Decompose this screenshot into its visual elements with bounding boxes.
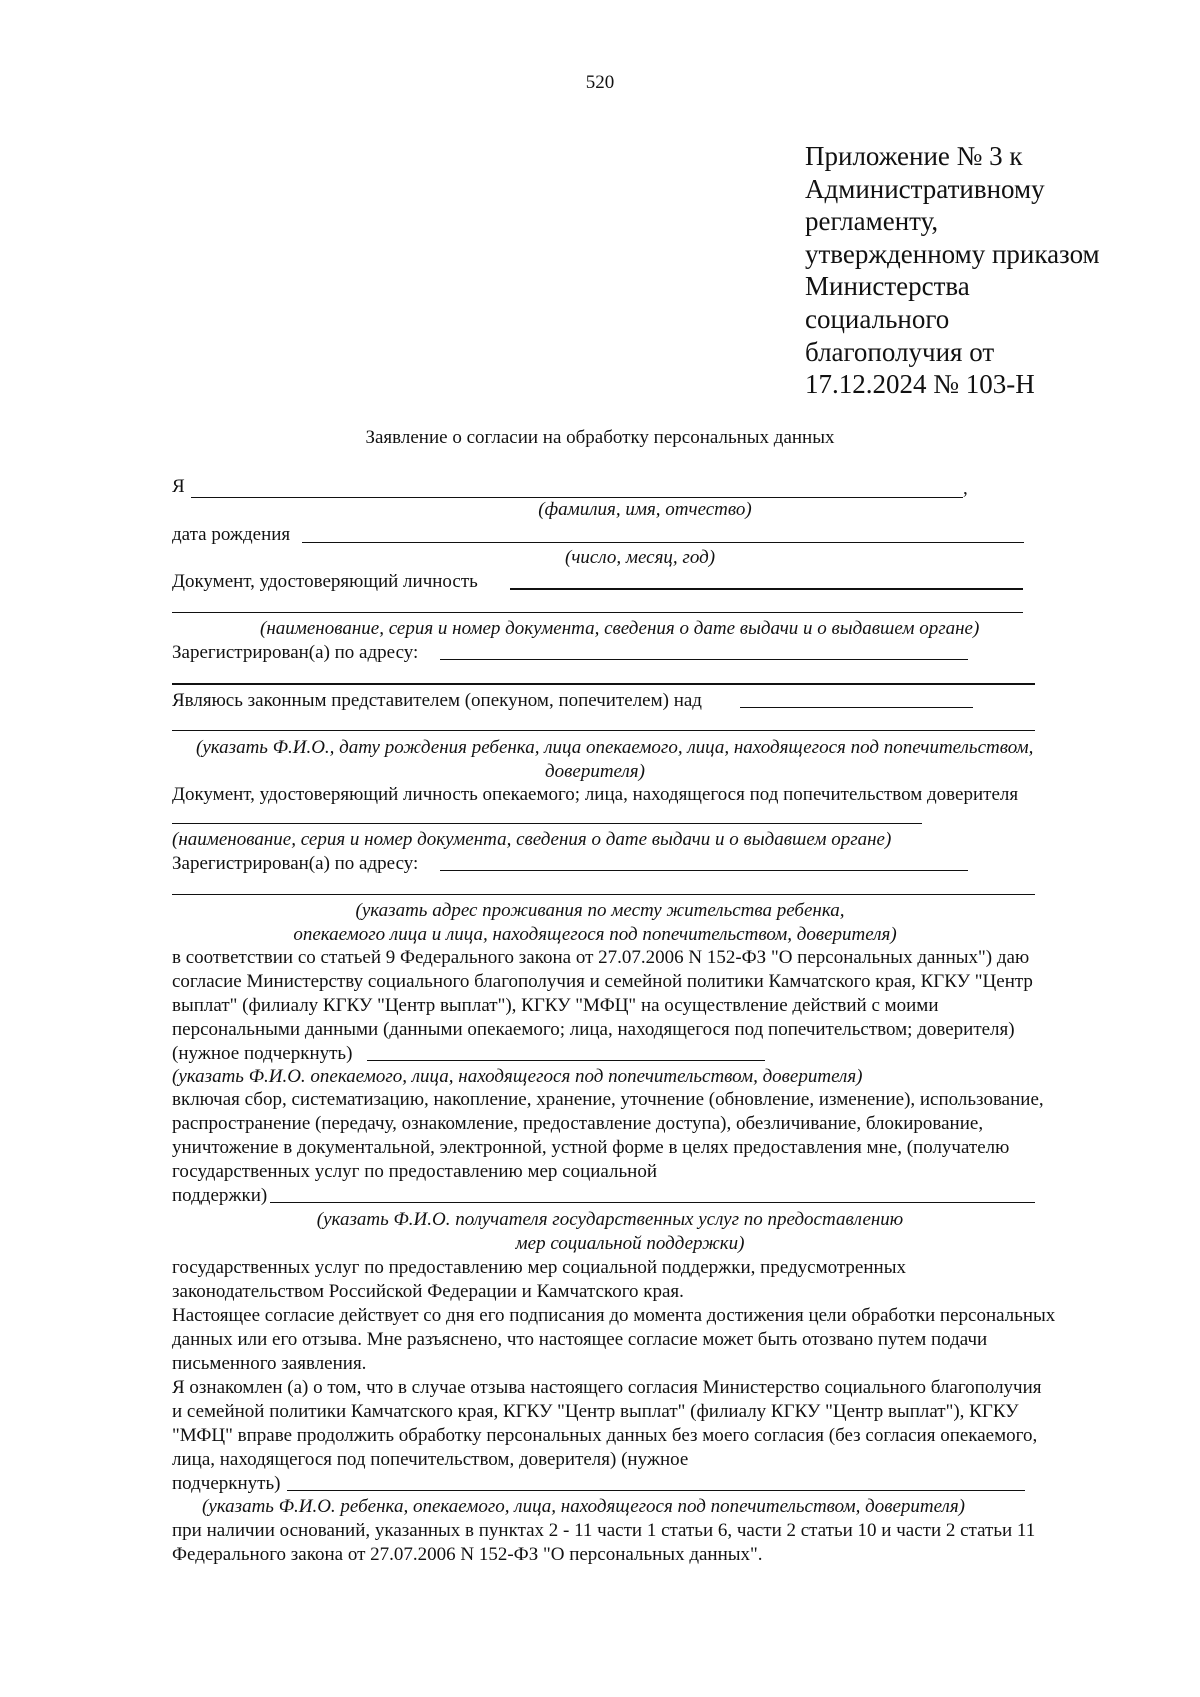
body-paragraph-line: лица, находящегося под попечительством, доверителя) (нужное	[172, 1449, 689, 1470]
body-paragraph-line: Федерального закона от 27.07.2006 N 152-ФЗ "О персональных данных".	[172, 1544, 763, 1565]
ward-address-input-line[interactable]	[440, 870, 968, 871]
underline-needed-label: (нужное подчеркнуть)	[172, 1043, 353, 1064]
body-paragraph-line: согласие Министерству социального благополучия и семейной политики Камчатского края, КГКУ "Центр	[172, 971, 1033, 992]
body-paragraph-line: и семейной политики Камчатского края, КГКУ "Центр выплат" (филиалу КГКУ "Центр выплат"), КГКУ	[172, 1401, 1019, 1422]
appendix-line: Приложение № 3 к	[805, 141, 1023, 171]
representative-label: Являюсь законным представителем (опекуном, попечителем) над	[172, 690, 702, 711]
body-paragraph-line: в соответствии со статьей 9 Федерального закона от 27.07.2006 N 152-ФЗ "О персональных данных") даю	[172, 947, 1030, 968]
dob-hint: (число, месяц, год)	[565, 547, 716, 568]
recipient-hint-1: (указать Ф.И.О. получателя государственных услуг по предоставлению	[316, 1209, 904, 1230]
ward-doc-hint: (наименование, серия и номер документа, сведения о дате выдачи и о выдавшем органе)	[172, 829, 892, 850]
body-paragraph-line: законодательством Российской Федерации и Камчатского края.	[172, 1281, 684, 1302]
body-paragraph-line: государственных услуг по предоставлению мер социальной	[172, 1161, 658, 1182]
appendix-line: Административному	[805, 173, 1045, 204]
fio-hint-1: (указать Ф.И.О. опекаемого, лица, находящегося под попечительством, доверителя)	[172, 1066, 863, 1087]
fio-underline-input-line[interactable]	[367, 1060, 765, 1061]
representative-hint-2: доверителя)	[545, 761, 645, 782]
body-paragraph-line: Настоящее согласие действует со дня его подписания до момента достижения цели обработки персональных	[172, 1305, 1056, 1326]
appendix-header	[805, 140, 1100, 401]
ward-input-line-2[interactable]	[172, 730, 1035, 731]
ward-doc-label: Документ, удостоверяющий личность опекаемого; лица, находящегося под попечительством доверителя	[172, 784, 1019, 805]
recipient-hint-2: мер социальной поддержки)	[515, 1233, 745, 1254]
body-paragraph-line: данных или его отзыва. Мне разъяснено, что настоящее согласие может быть отозвано путем подачи	[172, 1329, 988, 1350]
document-title: Заявление о согласии на обработку персональных данных	[365, 427, 835, 448]
support-label: поддержки)	[172, 1185, 268, 1206]
appendix-line: 17.12.2024 № 103-Н	[805, 369, 1035, 400]
id-doc-input-line[interactable]	[510, 588, 1023, 590]
body-paragraph-line: Я ознакомлен (а) о том, что в случае отзыва настоящего согласия Министерство социального благополучия	[172, 1377, 1042, 1398]
body-paragraph-line: включая сбор, систематизацию, накопление, хранение, уточнение (обновление, изменение), использование,	[172, 1089, 1044, 1110]
comma: ,	[963, 478, 968, 499]
fio-hint: (фамилия, имя, отчество)	[538, 499, 752, 520]
dob-input-line[interactable]	[302, 542, 1024, 543]
ward-doc-input-line[interactable]	[172, 823, 922, 824]
appendix-line: социального	[805, 303, 950, 334]
id-doc-hint: (наименование, серия и номер документа, сведения о дате выдачи и о выдавшем органе)	[260, 618, 980, 639]
recipient-input-line[interactable]	[270, 1202, 1035, 1203]
ward-input-line[interactable]	[740, 707, 973, 708]
dob-label: дата рождения	[172, 524, 291, 545]
body-paragraph-line: "МФЦ" вправе продолжить обработку персональных данных без моего согласия (без согласия опекаемого,	[172, 1425, 1038, 1446]
body-paragraph-line: распространение (передачу, ознакомление, предоставление доступа), обезличивание, блокирование,	[172, 1113, 984, 1134]
fio-hint-2: (указать Ф.И.О. ребенка, опекаемого, лица, находящегося под попечительством, доверителя)	[202, 1496, 965, 1517]
appendix-line: регламенту,	[805, 206, 939, 237]
representative-hint-1: (указать Ф.И.О., дату рождения ребенка, лица опекаемого, лица, находящегося под попечительством,	[196, 737, 1034, 758]
body-paragraph-line: выплат" (филиалу КГКУ "Центр выплат"), КГКУ "МФЦ" на осуществление действий с моими	[172, 995, 939, 1016]
appendix-line: благополучия от	[805, 336, 995, 367]
body-paragraph-line: персональными данными (данными опекаемого; лица, находящегося под попечительством; доверителя)	[172, 1019, 1015, 1040]
body-paragraph-line: уничтожение в документальной, электронной, устной форме в целях предоставления мне, (получателю	[172, 1137, 1010, 1158]
registered-label-2: Зарегистрирован(а) по адресу:	[172, 853, 419, 874]
registered-label: Зарегистрирован(а) по адресу:	[172, 642, 419, 663]
body-paragraph-line: при наличии оснований, указанных в пунктах 2 - 11 части 1 статьи 6, части 2 статьи 10 и части 2 статьи 11	[172, 1520, 1036, 1541]
id-doc-input-line-2[interactable]	[172, 612, 1023, 613]
id-doc-label: Документ, удостоверяющий личность	[172, 571, 478, 592]
address-input-line[interactable]	[440, 659, 968, 660]
address-hint-1: (указать адрес проживания по месту жительства ребенка,	[355, 900, 845, 921]
body-paragraph-line: письменного заявления.	[172, 1353, 367, 1374]
ya-label: Я	[172, 476, 185, 497]
ward-address-input-line-2[interactable]	[172, 894, 1035, 895]
page-number: 520	[585, 72, 615, 93]
appendix-line: Министерства	[805, 271, 970, 302]
underline-needed-label-2: подчеркнуть)	[172, 1473, 281, 1494]
body-paragraph-line: государственных услуг по предоставлению мер социальной поддержки, предусмотренных	[172, 1257, 906, 1278]
fio-underline-input-line-2[interactable]	[287, 1490, 1025, 1491]
address-hint-2: опекаемого лица и лица, находящегося под попечительством, доверителя)	[293, 924, 897, 945]
appendix-line: утвержденному приказом	[805, 238, 1100, 269]
address-input-line-2[interactable]	[172, 683, 1035, 685]
